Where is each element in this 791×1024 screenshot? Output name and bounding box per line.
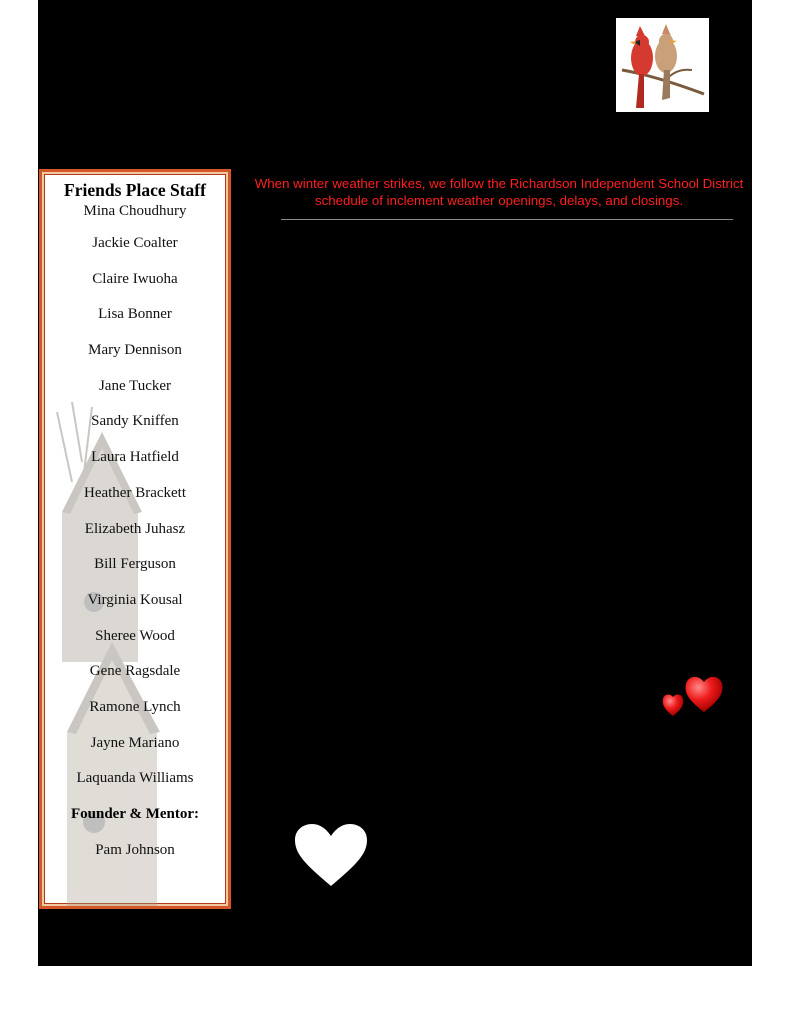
founder-label: Founder & Mentor: — [70, 806, 200, 822]
staff-member: Claire Iwuoha — [92, 270, 178, 287]
white-heart-icon — [293, 822, 369, 888]
staff-member: Elizabeth Juhasz — [84, 520, 186, 537]
staff-member: Mary Dennison — [88, 342, 182, 359]
staff-member: Laura Hatfield — [91, 449, 179, 466]
staff-member: Mina Choudhury — [83, 203, 187, 219]
divider — [281, 219, 733, 220]
staff-member: Jayne Mariano — [90, 734, 180, 751]
cardinals-illustration — [616, 18, 709, 112]
staff-title: Friends Place Staff — [64, 180, 206, 200]
staff-member: Lisa Bonner — [98, 306, 172, 323]
staff-member: Sandy Kniffen — [91, 413, 179, 430]
staff-member: Heather Brackett — [83, 484, 187, 501]
staff-member: Laquanda Williams — [76, 770, 194, 787]
staff-member: Ramone Lynch — [89, 698, 181, 715]
staff-member: Virginia Kousal — [87, 591, 183, 608]
founder-name: Pam Johnson — [95, 842, 175, 858]
red-hearts-icon — [658, 668, 728, 720]
staff-member: Bill Ferguson — [94, 556, 176, 573]
staff-list — [42, 202, 228, 797]
staff-member: Jackie Coalter — [92, 235, 178, 251]
staff-member: Gene Ragsdale — [89, 663, 181, 680]
staff-member: Jane Tucker — [98, 377, 172, 394]
staff-panel — [39, 169, 231, 909]
cardinals-image — [616, 18, 709, 112]
winter-weather-notice: When winter weather strikes, we follow the Richardson Independent School District schedule of inclement weather openings, delays, and closings. — [254, 176, 744, 208]
staff-member: Sheree Wood — [95, 627, 175, 644]
